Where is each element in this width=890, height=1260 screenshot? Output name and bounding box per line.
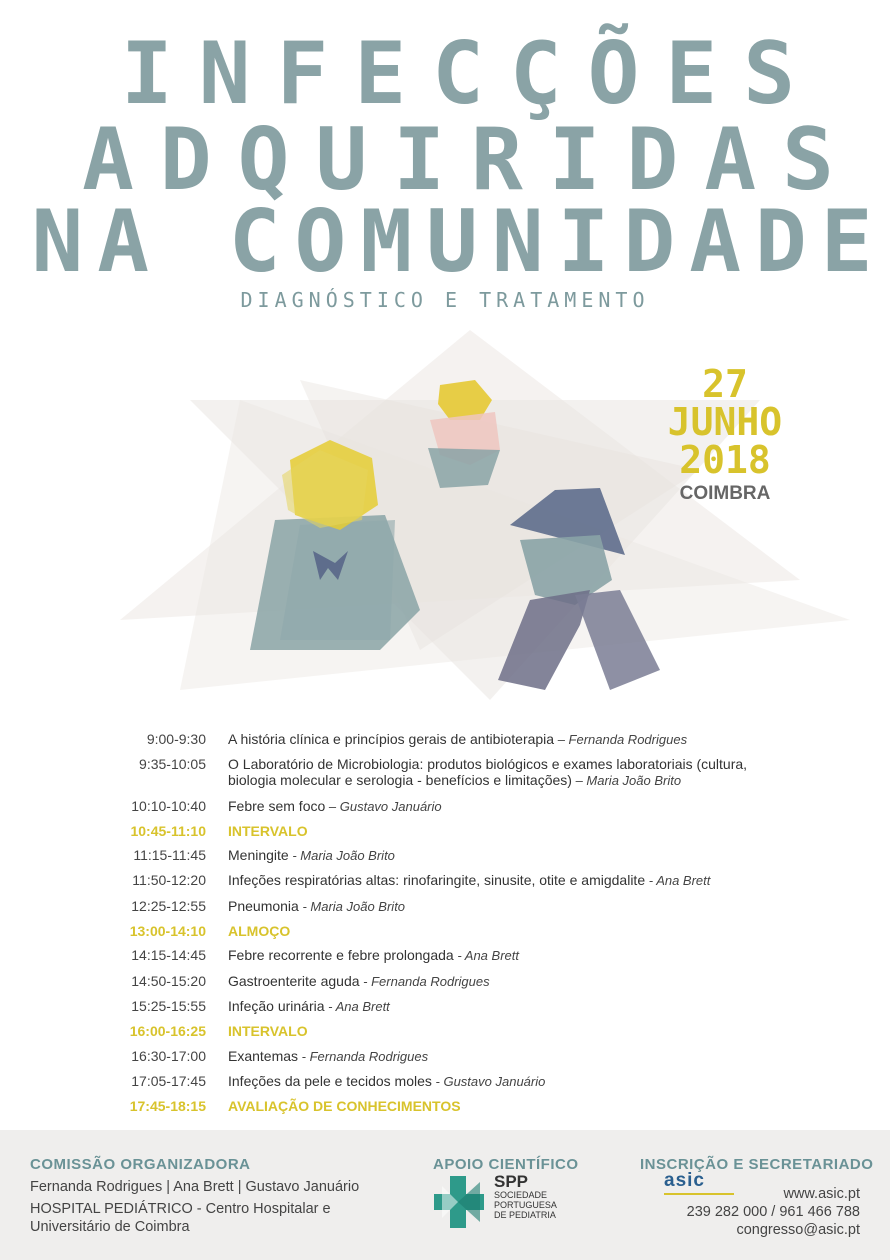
schedule-row [0, 756, 890, 789]
schedule-session [228, 756, 788, 789]
schedule-session [228, 1098, 788, 1114]
speaker-separator: - [324, 998, 336, 1014]
speaker-separator: - [453, 948, 465, 964]
schedule-time: 16:00-16:25 [129, 1023, 206, 1040]
speaker-separator: - [288, 848, 301, 864]
session-title: Febre sem foco [228, 797, 326, 814]
schedule-time: 11:50-12:20 [132, 872, 206, 889]
spp-line3: DE PEDIATRIA [494, 1210, 556, 1220]
session-speaker: Ana Brett [656, 873, 711, 889]
schedule-session [228, 1048, 788, 1065]
session-speaker: Maria João Brito [586, 773, 682, 789]
speaker-separator: - [359, 973, 372, 989]
session-title: A história clínica e princípios gerais de antibioterapia [228, 731, 555, 747]
session-speaker: Gustavo Januário [443, 1073, 546, 1089]
schedule-time: 17:05-17:45 [131, 1072, 206, 1089]
schedule-session [228, 847, 788, 864]
schedule-session [228, 823, 788, 839]
phones: 239 282 000 / 961 466 788 [686, 1204, 860, 1220]
organizing-names: Fernanda Rodrigues | Ana Brett | Gustavo Januário [30, 1179, 360, 1195]
schedule-session [228, 798, 788, 815]
schedule-time: 14:50-15:20 [131, 972, 206, 989]
session-speaker: Fernanda Rodrigues [568, 732, 688, 747]
schedule-session [228, 898, 788, 915]
schedule-row [0, 1023, 890, 1039]
poster-title-line3: NA COMUNIDADE [31, 192, 887, 292]
schedule-row [0, 798, 890, 815]
session-title: INTERVALO [228, 1023, 308, 1040]
speaker-separator: - [645, 873, 657, 889]
schedule-session [228, 731, 788, 748]
organizing-hospital-line2: Universitário de Coimbra [30, 1219, 190, 1235]
poster-title-line1: INFECÇÕES [121, 24, 821, 124]
schedule-session [228, 1073, 788, 1090]
hospital-description: - Centro Hospitalar e [192, 1201, 331, 1217]
schedule-row [0, 731, 890, 748]
schedule-time: 16:30-17:00 [131, 1047, 206, 1064]
schedule-time: 15:25-15:55 [131, 997, 206, 1014]
speaker-separator: - [431, 1073, 444, 1089]
event-day: 27 [702, 362, 748, 406]
organizing-hospital [30, 1200, 331, 1218]
poster-subtitle: DIAGNÓSTICO E TRATAMENTO [240, 288, 650, 312]
session-title: INTERVALO [228, 822, 308, 839]
schedule-row [0, 947, 890, 964]
spp-logo-icon [432, 1172, 492, 1234]
session-title: O Laboratório de Microbiologia: produtos biológicos e exames laboratoriais (cultura, biologia molecular e serologia - benefícios e limitações) [228, 756, 748, 789]
poster-title-line2: ADQUIRIDAS [82, 110, 860, 210]
schedule-row [0, 872, 890, 889]
speaker-separator: – [571, 773, 587, 789]
speaker-separator: – [554, 732, 569, 747]
schedule-row [0, 1073, 890, 1090]
schedule-time: 9:00-9:30 [146, 731, 206, 747]
session-title: AVALIAÇÃO DE CONHECIMENTOS [228, 1098, 461, 1115]
schedule-row [0, 823, 890, 839]
schedule-row [0, 898, 890, 915]
program-schedule [0, 731, 890, 1122]
asic-logo-underline [664, 1193, 734, 1195]
speaker-separator: - [298, 1048, 310, 1064]
session-title: Febre recorrente e febre prolongada [228, 947, 454, 964]
session-title: ALMOÇO [228, 923, 291, 940]
schedule-time: 17:45-18:15 [129, 1098, 206, 1115]
schedule-session [228, 947, 788, 964]
schedule-time: 10:45-11:10 [130, 822, 206, 839]
schedule-time: 13:00-14:10 [129, 923, 206, 940]
session-title: Meningite [228, 847, 289, 864]
spp-abbr: SPP [494, 1172, 529, 1191]
schedule-session [228, 923, 788, 939]
schedule-time: 11:15-11:45 [133, 847, 206, 864]
spp-line1: SOCIEDADE [494, 1190, 548, 1200]
session-speaker: Fernanda Rodrigues [309, 1048, 429, 1064]
schedule-time: 14:15-14:45 [131, 947, 206, 964]
asic-logo: asic [664, 1170, 705, 1191]
support-heading: APOIO CIENTÍFICO [433, 1156, 579, 1173]
organizing-heading: COMISSÃO ORGANIZADORA [30, 1156, 251, 1173]
schedule-session [228, 1023, 788, 1039]
event-month: JUNHO [667, 400, 783, 444]
schedule-row [0, 973, 890, 990]
session-title: Pneumonia [228, 897, 299, 914]
schedule-time: 10:10-10:40 [131, 797, 206, 814]
speaker-separator: – [325, 798, 340, 814]
website[interactable]: www.asic.pt [783, 1186, 860, 1202]
email[interactable]: congresso@asic.pt [736, 1222, 860, 1238]
schedule-time: 12:25-12:55 [131, 897, 206, 914]
schedule-row [0, 923, 890, 939]
session-title: Infeções da pele e tecidos moles [228, 1072, 432, 1089]
speaker-separator: - [298, 898, 311, 914]
schedule-time: 9:35-10:05 [139, 756, 206, 773]
schedule-session [228, 872, 788, 889]
session-speaker: Ana Brett [335, 998, 390, 1014]
spp-line2: PORTUGUESA [494, 1200, 557, 1210]
session-speaker: Fernanda Rodrigues [371, 973, 490, 989]
session-title: Infeção urinária [228, 997, 325, 1014]
hospital-name: HOSPITAL PEDIÁTRICO [30, 1201, 193, 1217]
spp-name [494, 1190, 557, 1220]
session-speaker: Ana Brett [464, 948, 519, 964]
session-title: Infeções respiratórias altas: rinofaringite, sinusite, otite e amigdalite [228, 872, 646, 889]
schedule-row [0, 998, 890, 1015]
session-speaker: Maria João Brito [300, 848, 395, 864]
schedule-row [0, 847, 890, 864]
schedule-row [0, 1048, 890, 1065]
schedule-session [228, 973, 788, 990]
event-year: 2018 [679, 438, 771, 482]
session-speaker: Gustavo Januário [339, 798, 442, 814]
session-speaker: Maria João Brito [310, 898, 406, 914]
session-title: Gastroenterite aguda [228, 972, 360, 989]
schedule-session [228, 998, 788, 1015]
schedule-row [0, 1098, 890, 1114]
session-title: Exantemas [228, 1047, 299, 1064]
event-city: COIMBRA [679, 483, 771, 504]
registration-heading: INSCRIÇÃO E SECRETARIADO [640, 1156, 874, 1173]
